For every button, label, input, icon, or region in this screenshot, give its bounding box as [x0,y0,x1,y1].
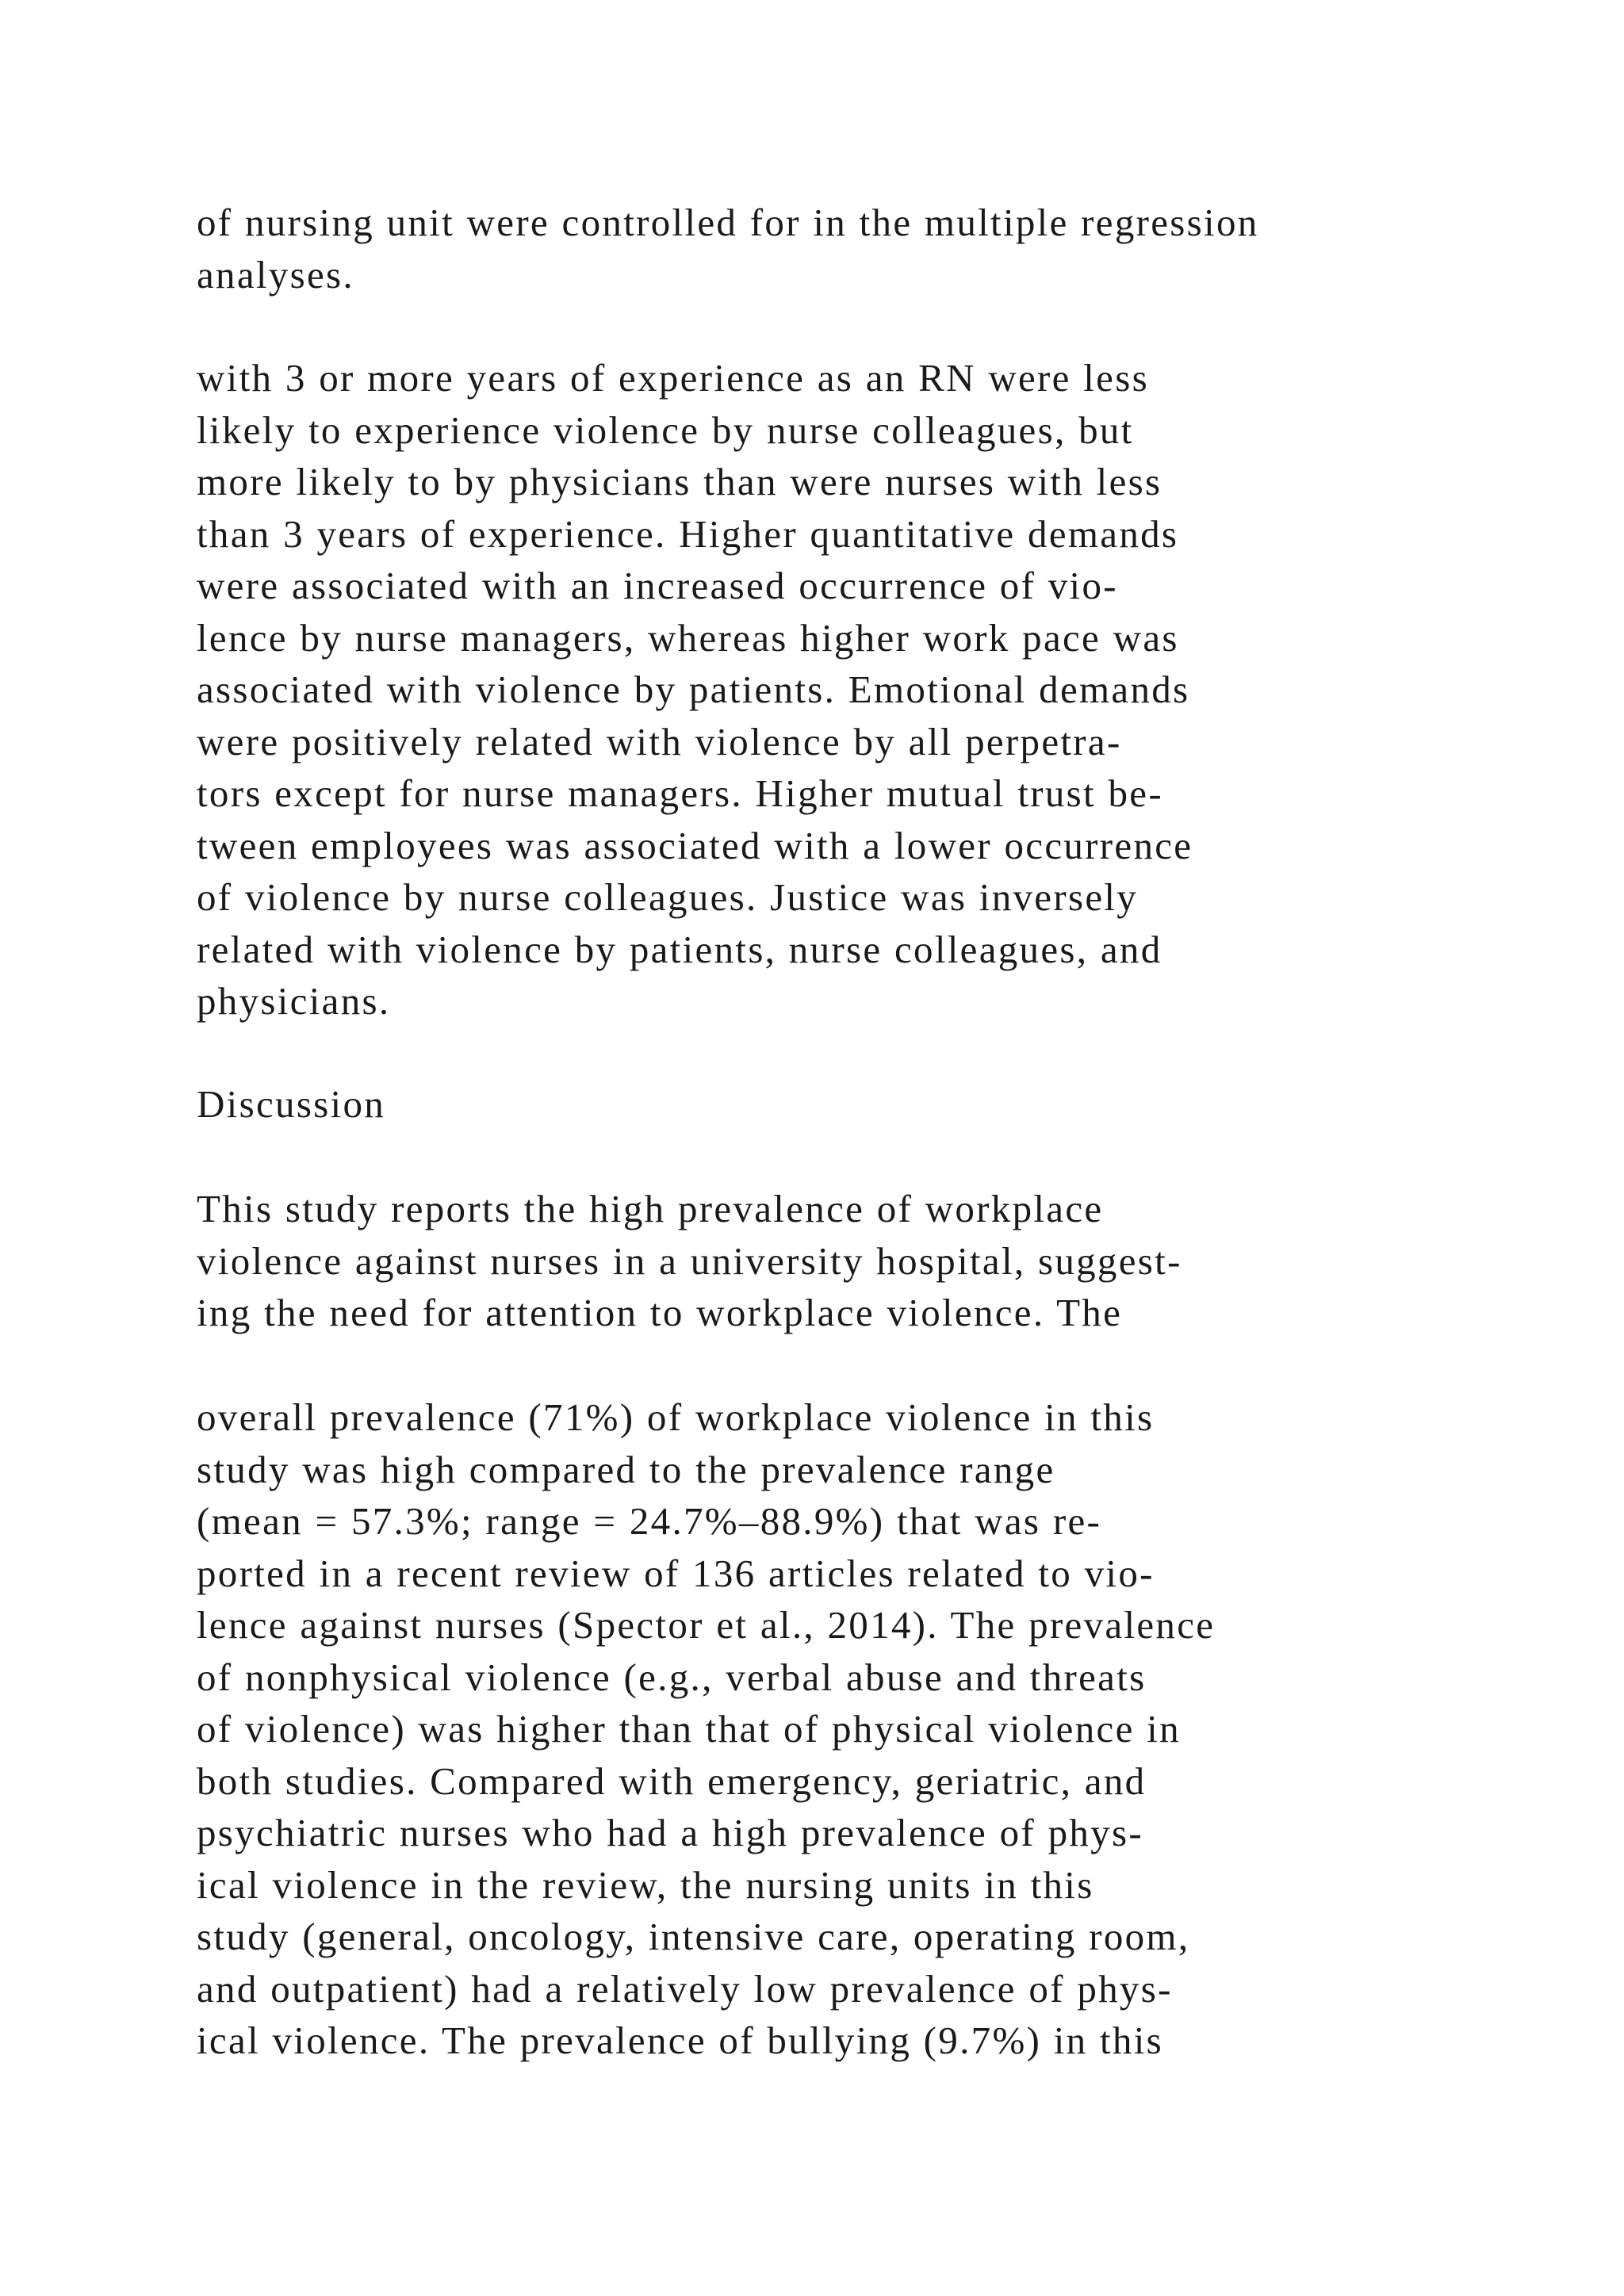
text-line: lence by nurse managers, whereas higher work pace was [197,615,1179,660]
text-line: study was high compared to the prevalence range [197,1447,1055,1491]
text-line: lence against nurses (Spector et al., 2014). The prevalence [197,1603,1216,1647]
text-line: more likely to by physicians than were nurses with less [197,460,1162,503]
text-line: violence against nurses in a university hospital, suggest- [197,1238,1182,1283]
text-line: analyses. [197,252,354,297]
text-line: with 3 or more years of experience as an RN were less [197,356,1149,400]
text-line: study (general, oncology, intensive care, operating room, [197,1915,1190,1958]
section-heading-text: Discussion [197,1082,386,1126]
text-line: of violence by nurse colleagues. Justice was inversely [197,875,1139,919]
paragraph-prevalence-comparison [197,1391,1481,2067]
text-line: of nonphysical violence (e.g., verbal abuse and threats [197,1655,1147,1699]
text-line: than 3 years of experience. Higher quantitative demands [197,511,1179,556]
text-line: psychiatric nurses who had a high prevalence of phys- [197,1811,1143,1854]
text-line: This study reports the high prevalence of workplace [197,1187,1104,1230]
text-line: likely to experience violence by nurse colleagues, but [197,408,1134,452]
text-line: ical violence. The prevalence of bullying (9.7%) in this [197,2019,1163,2062]
text-line: and outpatient) had a relatively low prevalence of phys- [197,1966,1173,2011]
paragraph-regression-controls [197,197,1481,300]
text-line: tors except for nurse managers. Higher mutual trust be- [197,771,1163,815]
text-line: ported in a recent review of 136 articles related to vio- [197,1551,1155,1595]
paragraph-discussion-intro [197,1183,1481,1339]
text-line: tween employees was associated with a lower occurrence [197,823,1193,867]
text-line: ical violence in the review, the nursing units in this [197,1862,1094,1907]
section-heading-discussion [197,1078,1481,1131]
text-line: overall prevalence (71%) of workplace violence in this [197,1395,1155,1439]
paragraph-results-experience [197,352,1481,1027]
text-line: (mean = 57.3%; range = 24.7%–88.9%) that was re- [197,1499,1102,1543]
text-line: related with violence by patients, nurse colleagues, and [197,927,1162,971]
text-line: ing the need for attention to workplace violence. The [197,1291,1123,1334]
text-line: were positively related with violence by all perpetra- [197,719,1122,763]
text-line: associated with violence by patients. Emotional demands [197,668,1190,711]
text-line: both studies. Compared with emergency, geriatric, and [197,1758,1147,1803]
text-line: of violence) was higher than that of physical violence in [197,1707,1181,1751]
text-line: were associated with an increased occurrence of vio- [197,564,1118,607]
text-line: physicians. [197,979,391,1023]
text-line: of nursing unit were controlled for in the multiple regression [197,201,1259,244]
